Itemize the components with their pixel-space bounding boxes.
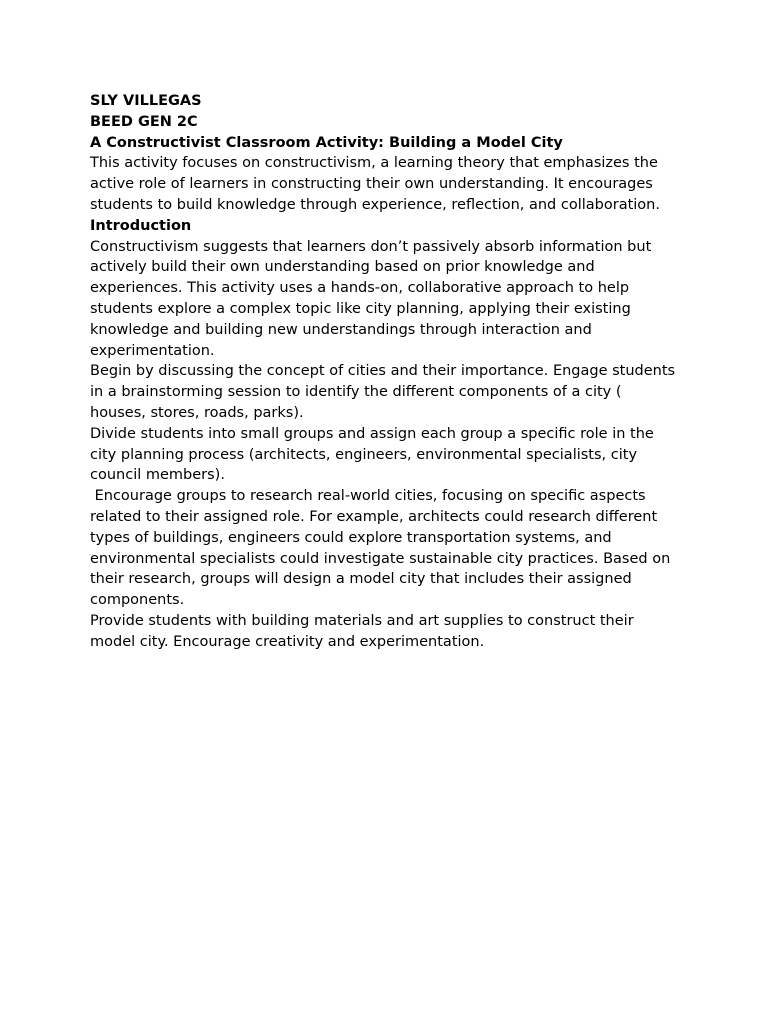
document-body	[90, 91, 680, 653]
paragraph-provide-materials: Provide students with building materials and art supplies to construct their model city. Encourage creativity and experimentation.	[90, 612, 634, 650]
paragraph-constructivism: Constructivism suggests that learners don’t passively absorb information but actively build their own understanding based on prior knowledge and experiences. This activity uses a hands-on, collaborative approach to help students explore a complex topic like city planning, applying their existing knowledge and building new understandings through interaction and experimentation.	[90, 238, 652, 359]
intro-paragraph: This activity focuses on constructivism, a learning theory that emphasizes the active role of learners in constructing their own understanding. It encourages students to build knowledge through experience, reflection, and collaboration.	[90, 155, 660, 213]
paragraph-divide-groups: Divide students into small groups and assign each group a specific role in the city planning process (architects, engineers, environmental specialists, city council members).	[90, 425, 654, 484]
author-name: SLY VILLEGAS	[90, 93, 202, 109]
section-heading-introduction: Introduction	[90, 217, 192, 234]
document-title: A Constructivist Classroom Activity: Building a Model City	[90, 134, 563, 151]
paragraph-encourage-research: Encourage groups to research real-world cities, focusing on specific aspects related to their assigned role. For example, architects could research different types of buildings, engineers could explore transportation systems, and environmental specialists could investigate sustainable city practices. Based on their research, groups will design a model city that includes their assigned components.	[90, 488, 675, 609]
author-class: BEED GEN 2C	[90, 113, 198, 130]
paragraph-begin-discussion: Begin by discussing the concept of cities and their importance. Engage students in a brainstorming session to identify the different components of a city ( houses, stores, roads, parks).	[90, 363, 676, 421]
